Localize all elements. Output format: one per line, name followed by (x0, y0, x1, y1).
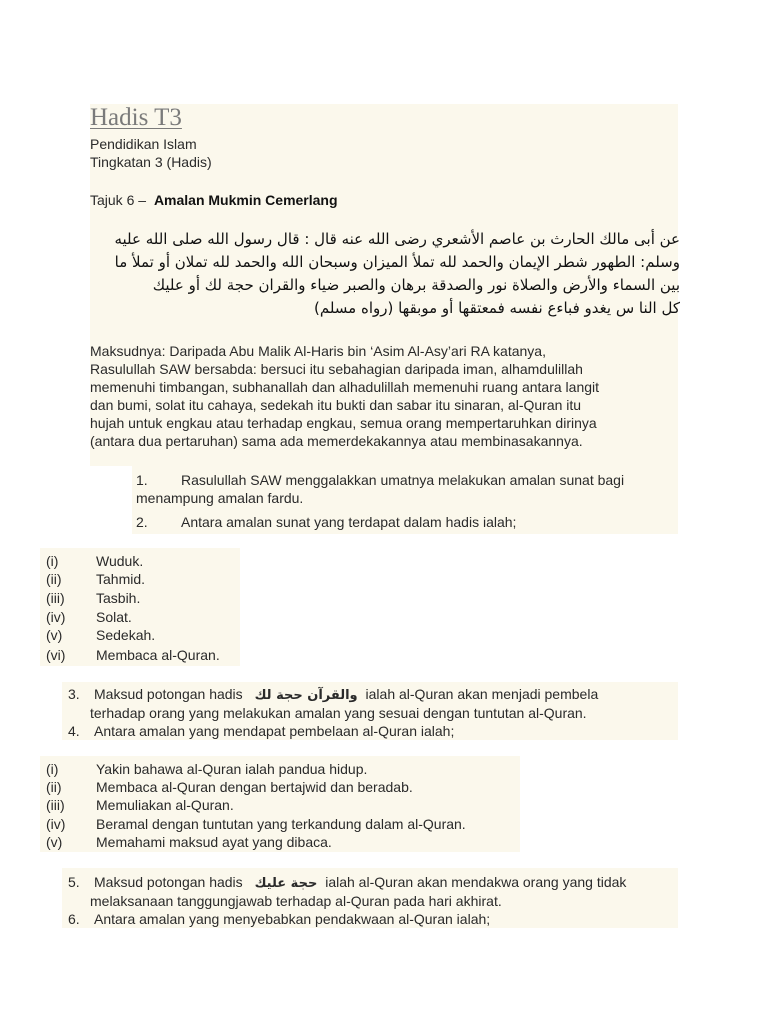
arabic-line-1: عن أبى مالك الحارث بن عاصم الأشعري رضى الله عنه قال : قال رسول الله صلى الله عليه (114, 230, 680, 248)
point-5-line-1 (94, 873, 626, 893)
list2-number: (i) (46, 761, 59, 777)
list1-item: Membaca al-Quran. (96, 647, 220, 663)
arabic-line-4: كل النا س يغدو فباءع نفسه فمعتقها أو موبقها (رواه مسلم) (313, 299, 680, 317)
topic-line (90, 191, 338, 209)
point-5-after: ialah al-Quran akan mendakwa orang yang tidak (325, 874, 627, 890)
point-5-arabic: حجة عليك (254, 876, 318, 891)
list1-item: Sedekah. (96, 627, 156, 643)
list1-number: (iii) (46, 590, 65, 606)
list2-item: Beramal dengan tuntutan yang terkandung dalam al-Quran. (96, 816, 466, 832)
list2-item: Memuliakan al-Quran. (96, 797, 234, 813)
list1-number: (ii) (46, 571, 62, 587)
point-5-number: 5. (68, 874, 80, 890)
list2-item: Memahami maksud ayat yang dibaca. (96, 834, 332, 850)
translation-line-6: (antara dua pertaruhan) sama ada memerdekakannya atau membinasakannya. (90, 433, 583, 449)
point-3-line-2: terhadap orang yang melakukan amalan yang sesuai dengan tuntutan al-Quran. (90, 705, 587, 721)
subject-label: Pendidikan Islam (90, 136, 197, 152)
list1-number: (vi) (46, 647, 66, 663)
point-6-text: Antara amalan yang menyebabkan pendakwaan al-Quran ialah; (94, 911, 491, 927)
point-1-number: 1. (136, 472, 148, 488)
point-2-number: 2. (136, 514, 148, 530)
arabic-line-3: بين السماء والأرض والصلاة نور والصدقة برهان والصبر ضياء والقران حجة لك أو عليك (152, 276, 680, 294)
point-4-number: 4. (68, 723, 80, 739)
point-1-line-2: menampung amalan fardu. (136, 490, 304, 506)
topic-title: Amalan Mukmin Cemerlang (153, 192, 338, 208)
list2-number: (v) (46, 834, 63, 850)
topic-prefix: Tajuk 6 – (90, 192, 147, 208)
list1-item: Solat. (96, 609, 132, 625)
list1-item: Wuduk. (96, 553, 144, 569)
point-3-arabic: والقرآن حجة لك (254, 688, 358, 703)
point-1-line-1: Rasulullah SAW menggalakkan umatnya melakukan amalan sunat bagi (181, 472, 625, 488)
point-5-line-2: melaksanaan tanggungjawab terhadap al-Quran pada hari akhirat. (90, 893, 502, 909)
level-label: Tingkatan 3 (Hadis) (90, 154, 212, 170)
list1-item: Tahmid. (96, 571, 146, 587)
arabic-line-2: وسلم: الطهور شطر الإيمان والحمد لله تملأ الميزان وسبحان الله والحمد لله تملان أو تملأ ما (114, 253, 680, 271)
list2-item: Yakin bahawa al-Quran ialah pandua hidup. (96, 761, 368, 777)
list2-number: (ii) (46, 779, 62, 795)
list2-number: (iv) (46, 816, 66, 832)
translation-line-2: Rasulullah SAW bersabda: bersuci itu sebahagian daripada iman, alhamdulillah (90, 361, 583, 377)
point-3-before: Maksud potongan hadis (94, 686, 243, 702)
list1-number: (iv) (46, 609, 66, 625)
list1-number: (i) (46, 553, 59, 569)
point-6-number: 6. (68, 911, 80, 927)
point-4-text: Antara amalan yang mendapat pembelaan al-Quran ialah; (94, 723, 455, 739)
page-title: Hadis T3 (90, 104, 182, 131)
point-2-text: Antara amalan sunat yang terdapat dalam hadis ialah; (181, 514, 517, 530)
point-3-after: ialah al-Quran akan menjadi pembela (365, 686, 599, 702)
list2-number: (iii) (46, 797, 65, 813)
list2-item: Membaca al-Quran dengan bertajwid dan beradab. (96, 779, 413, 795)
list1-item: Tasbih. (96, 590, 141, 606)
point-5-before: Maksud potongan hadis (94, 874, 243, 890)
point-3-number: 3. (68, 686, 80, 702)
point-3-line-1 (94, 685, 598, 705)
list1-number: (v) (46, 627, 63, 643)
translation-line-1: Maksudnya: Daripada Abu Malik Al-Haris bin ‘Asim Al-Asy’ari RA katanya, (90, 343, 546, 359)
translation-line-3: memenuhi timbangan, subhanallah dan alhadulillah memenuhi ruang antara langit (90, 379, 600, 395)
translation-line-5: hujah untuk engkau atau terhadap engkau, semua orang mempertaruhkan dirinya (90, 415, 597, 431)
translation-line-4: dan bumi, solat itu cahaya, sedekah itu bukti dan sabar itu sinaran, al-Quran itu (90, 397, 582, 413)
